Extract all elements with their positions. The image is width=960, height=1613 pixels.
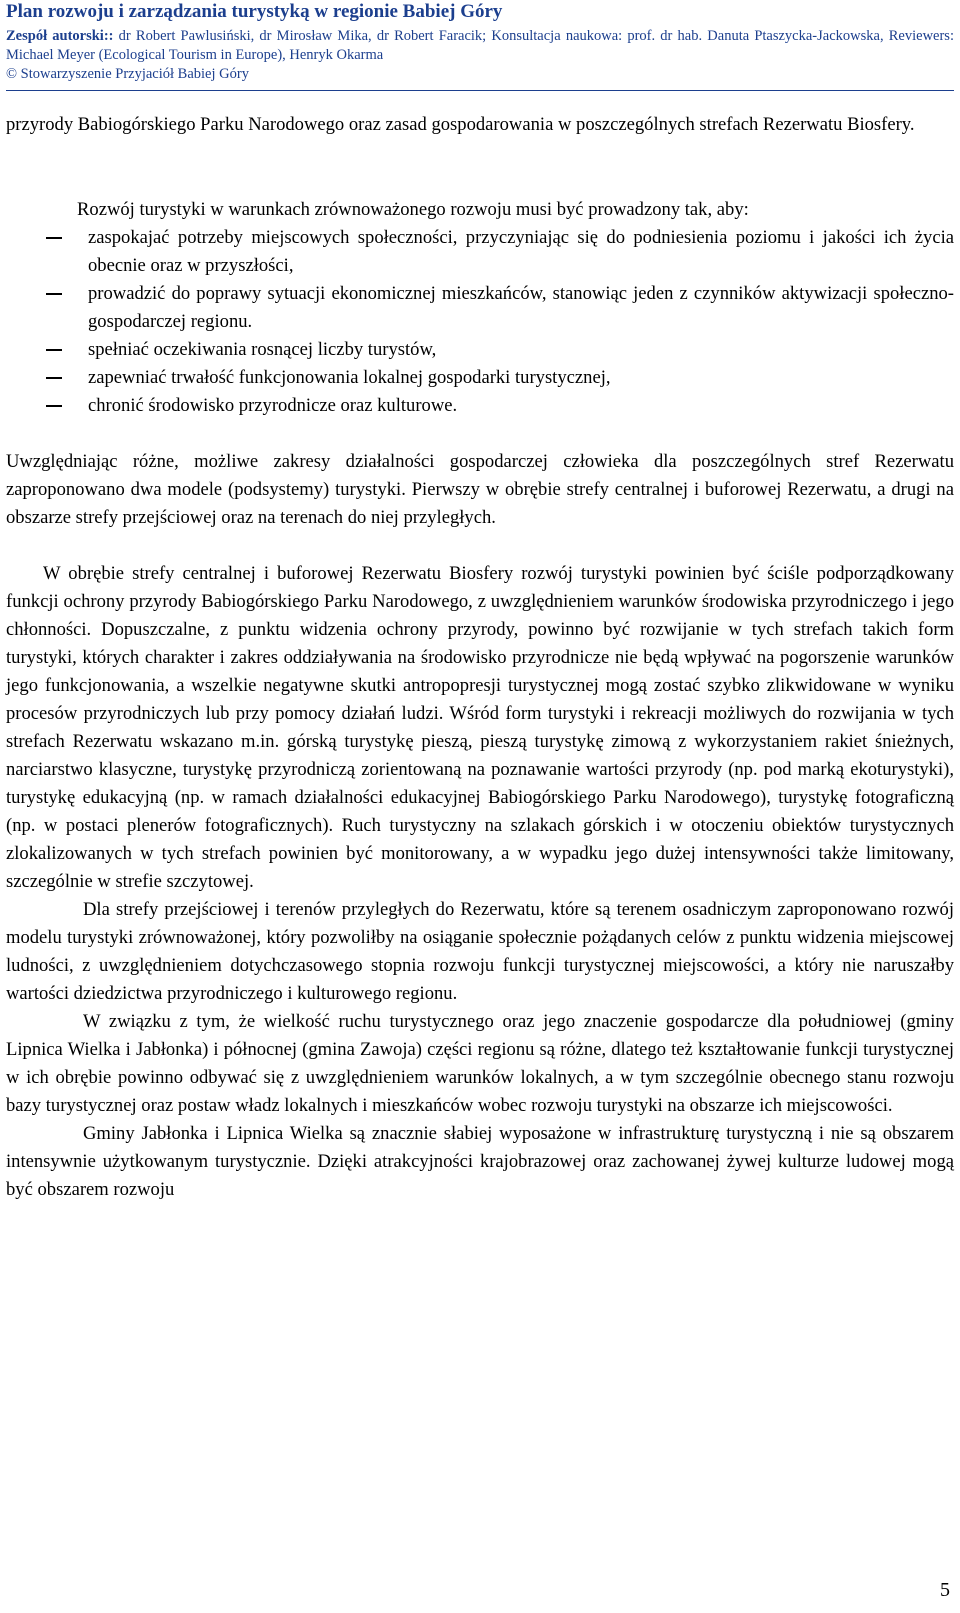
paragraph-continuation: przyrody Babiogórskiego Parku Narodowego oraz zasad gospodarowania w poszczególnych strefach Rezerwatu Biosfery.	[6, 114, 915, 135]
dash-bullet	[46, 237, 62, 239]
document-authors	[6, 27, 954, 65]
list-item	[6, 280, 954, 336]
list-item-text: spełniać oczekiwania rosnącej liczby turystów,	[88, 339, 437, 360]
dash-bullet	[46, 405, 62, 407]
paragraph-regions: W związku z tym, że wielkość ruchu turystycznego oraz jego znaczenie gospodarcze dla południowej (gminy Lipnica Wielka i Jabłonka) i północnej (gmina Zawoja) części regionu są różne, dlatego też kształtowanie funkcji turystycznej w ich obrębie powinno odbywać się z uwzględnieniem warunków lokalnych, a w tym szczególnie obecnego stanu rozwoju bazy turystycznej oraz postaw władz lokalnych i mieszkańców wobec rozwoju turystyki na obszarze ich miejscowości.	[6, 1011, 954, 1116]
list-item	[6, 336, 954, 364]
dash-bullet	[46, 377, 62, 379]
document-header	[0, 0, 960, 91]
list-item	[6, 224, 954, 280]
document-title: Plan rozwoju i zarządzania turystyką w regionie Babiej Góry	[6, 1, 503, 22]
document-body	[0, 111, 960, 1204]
paragraph-models: Uwzględniając różne, możliwe zakresy działalności gospodarczej człowieka dla poszczególnych stref Rezerwatu zaproponowano dwa modele (podsystemy) turystyki. Pierwszy w obrębie strefy centralnej i buforowej Rezerwatu, a drugi na obszarze strefy przejściowej oraz na terenach do niej przyległych.	[6, 451, 954, 528]
list-item-text: chronić środowisko przyrodnicze oraz kulturowe.	[88, 395, 458, 416]
paragraph-core-zone: W obrębie strefy centralnej i buforowej Rezerwatu Biosfery rozwój turystyki powinien być ściśle podporządkowany funkcji ochrony przyrody Babiogórskiego Parku Narodowego, z uwzględnieniem warunków środowiska przyrodniczego i jego chłonności. Dopuszczalne, z punktu widzenia ochrony przyrody, powinno być rozwijanie w tych strefach takich form turystyki, których charakter i zakres oddziaływania na środowisko przyrodnicze nie będą wpływać na pogorszenie warunków jego funkcjonowania, a wszelkie negatywne skutki antropopresji turystycznej mogą zostać szybko zlikwidowane w wyniku procesów przyrodniczych lub przy pomocy działań ludzi. Wśród form turystyki i rekreacji możliwych do rozwijania w tych strefach Rezerwatu wskazano m.in. górską turystykę pieszą, pieszą turystykę zimową z wykorzystaniem rakiet śnieżnych, narciarstwo klasyczne, turystykę przyrodniczą zorientowaną na poznawanie wartości przyrody (np. pod marką ekoturystyki), turystykę edukacyjną (np. w ramach działalności edukacyjnej Babiogórskiego Parku Narodowego), turystykę fotograficzną (np. w postaci plenerów fotograficznych). Ruch turystyczny na szlakach górskich i w otoczeniu obiektów turystycznych zlokalizowanych w tych strefach powinien być monitorowany, a w wypadku jego dużej intensywności także limitowany, szczególnie w strefie szczytowej.	[6, 563, 954, 892]
paragraph-intro: Rozwój turystyki w warunkach zrównoważonego rozwoju musi być prowadzony tak, aby:	[77, 199, 749, 220]
authors-label: Zespół autorski::	[6, 28, 114, 44]
paragraph-transition-zone: Dla strefy przejściowej i terenów przyległych do Rezerwatu, które są terenem osadniczym zaproponowano rozwój modelu turystyki zrównoważonej, który pozwoliłby na osiąganie społecznie pożądanych celów z punktu widzenia miejscowej ludności, z uwzględnieniem dotychczasowego stopnia rozwoju funkcji turystycznej miejscowości, a który nie naruszałby wartości dziedzictwa przyrodniczego i kulturowego regionu.	[6, 899, 954, 1004]
list-item-text: prowadzić do poprawy sytuacji ekonomicznej mieszkańców, stanowiąc jeden z czynników aktywizacji społeczno-gospodarczej regionu.	[88, 283, 954, 332]
page-number: 5	[940, 1579, 950, 1601]
header-divider	[6, 90, 954, 91]
authors-text: dr Robert Pawlusiński, dr Mirosław Mika, dr Robert Faracik; Konsultacja naukowa: prof. dr hab. Danuta Ptaszycka-Jackowska, Reviewers: Michael Meyer (Ecological Tourism in Europe), Henryk Okarma	[6, 28, 954, 63]
list-item-text: zaspokajać potrzeby miejscowych społeczności, przyczyniając się do podniesienia poziomu i jakości ich życia obecnie oraz w przyszłości,	[88, 227, 954, 276]
document-copyright: © Stowarzyszenie Przyjaciół Babiej Góry	[6, 66, 249, 82]
list-item	[6, 364, 954, 392]
list-item	[6, 392, 954, 420]
dash-bullet	[46, 349, 62, 351]
dash-bullet	[46, 293, 62, 295]
goals-list	[6, 224, 954, 420]
list-item-text: zapewniać trwałość funkcjonowania lokalnej gospodarki turystycznej,	[88, 367, 611, 388]
paragraph-gminy: Gminy Jabłonka i Lipnica Wielka są znacznie słabiej wyposażone w infrastrukturę turystyczną i nie są obszarem intensywnie użytkowanym turystycznie. Dzięki atrakcyjności krajobrazowej oraz zachowanej żywej kulturze ludowej mogą być obszarem rozwoju	[6, 1123, 954, 1200]
